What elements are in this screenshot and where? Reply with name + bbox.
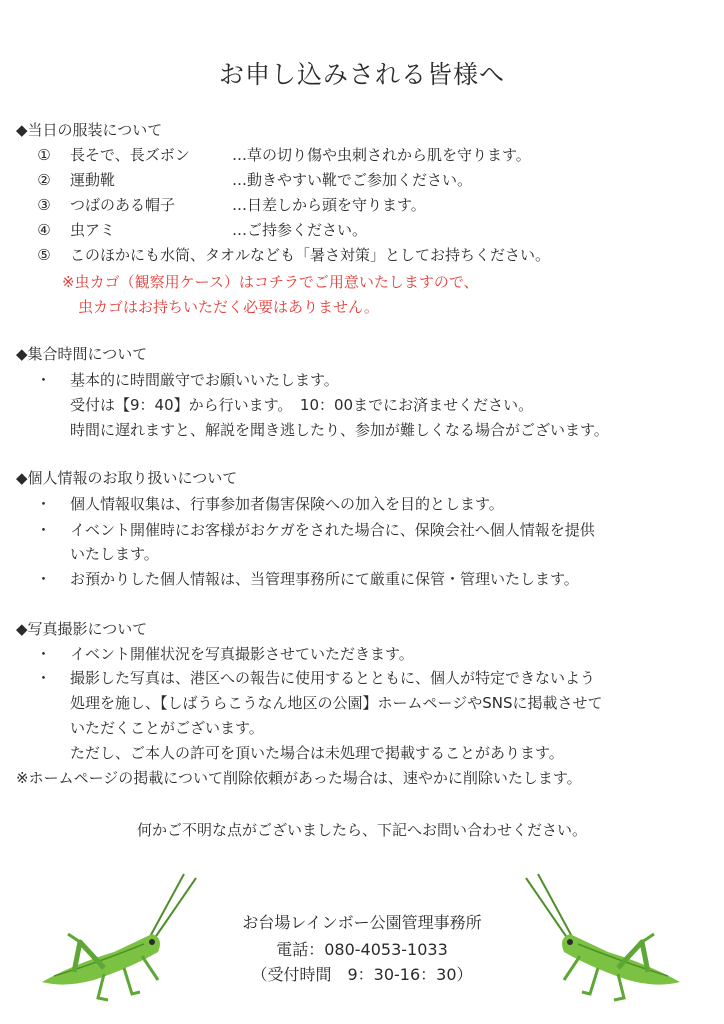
clothing-item-num: ⑤ [37,246,51,264]
phone-number: 電話：080-4053-1033 [276,940,448,959]
clothing-item-desc: …動きやすい靴でご参加ください。 [232,171,473,189]
photo-line: いただくことがございます。 [70,719,264,737]
privacy-line: お預かりした個人情報は、当管理事務所にて厳重に保管・管理いたします。 [70,570,579,588]
insect-cage-note: 虫カゴはお持ちいただく必要はありません。 [78,298,379,316]
clothing-item-label: このほかにも水筒、タオルなども「暑さ対策」としてお持ちください。 [70,246,551,264]
reception-hours: （受付時間 9：30-16：30） [251,965,473,984]
meeting-line: 時間に遅れますと、解説を聞き逃したり、参加が難しくなる場合がございます。 [70,421,609,439]
bullet: ・ [36,521,52,539]
deletion-note: ※ホームページの掲載について削除依頼があった場合は、速やかに削除いたします。 [16,769,582,787]
photo-heading: ◆写真撮影について [16,620,148,638]
clothing-item-num: ② [37,171,51,189]
photo-line: 撮影した写真は、港区への報告に使用するとともに、個人が特定できないよう [70,669,596,687]
meeting-line: 基本的に時間厳守でお願いいたします。 [70,371,339,389]
office-name: お台場レインボー公園管理事務所 [242,913,482,932]
bullet: ・ [36,371,52,389]
grasshopper-icon [518,872,688,1007]
privacy-line: イベント開催時にお客様がおケガをされた場合に、保険会社へ個人情報を提供 [70,521,595,539]
clothing-item-label: つばのある帽子 [70,196,176,214]
grasshopper-icon [34,872,204,1007]
clothing-item-desc: …日差しから頭を守ります。 [232,196,426,214]
privacy-line: いたします。 [70,545,159,563]
page-title: お申し込みされる皆様へ [218,60,505,89]
bullet: ・ [36,669,52,687]
bullet: ・ [36,645,52,663]
insect-cage-note: ※虫カゴ（観察用ケース）はコチラでご用意いたしますので、 [62,273,479,291]
clothing-item-desc: …草の切り傷や虫刺されから肌を守ります。 [232,146,531,164]
privacy-heading: ◆個人情報のお取り扱いについて [16,469,238,487]
clothing-item-label: 運動靴 [70,171,116,189]
clothing-item-num: ③ [37,196,51,214]
meeting-line: 受付は【9：40】から行います。 10：00までにお済ませください。 [70,396,534,414]
photo-line: 処理を施し、【しばうらこうなん地区の公園】ホームページやSNSに掲載させて [70,694,603,712]
clothing-item-num: ① [37,146,51,164]
clothing-item-label: 虫アミ [70,221,116,239]
bullet: ・ [36,495,52,513]
clothing-item-label: 長そで、長ズボン [70,146,190,164]
meeting-heading: ◆集合時間について [16,345,148,363]
contact-prompt: 何かご不明な点がございましたら、下記へお問い合わせください。 [136,821,587,839]
clothing-item-desc: …ご持参ください。 [232,221,368,239]
clothing-heading: ◆当日の服装について [16,121,163,139]
clothing-item-num: ④ [37,221,51,239]
bullet: ・ [36,570,52,588]
privacy-line: 個人情報収集は、行事参加者傷害保険への加入を目的とします。 [70,495,504,513]
photo-line: イベント開催状況を写真撮影させていただきます。 [70,645,414,663]
photo-line: ただし、ご本人の許可を頂いた場合は未処理で掲載することがあります。 [70,744,564,762]
